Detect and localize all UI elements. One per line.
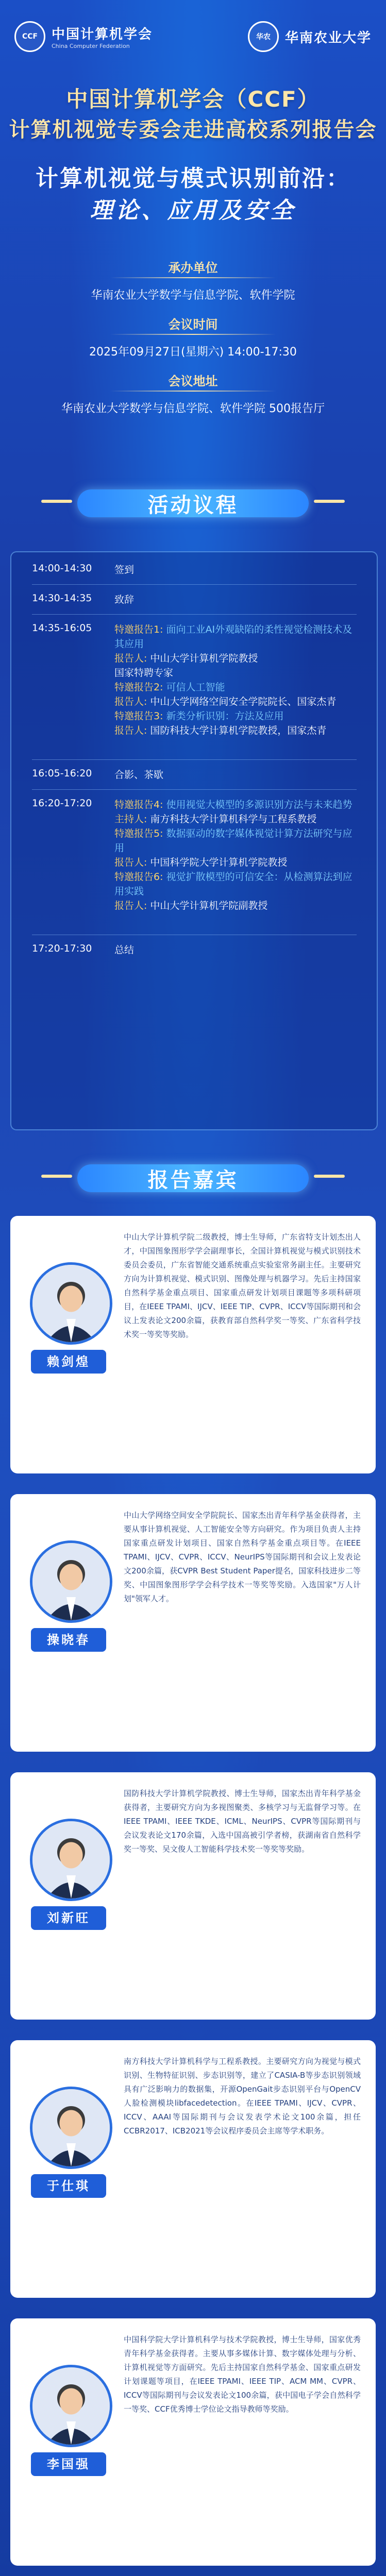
divider: [32, 759, 357, 760]
speaker-card: [10, 1772, 376, 2020]
agenda-text: 数据驱动的数字媒体视觉计算方法研究与应用: [114, 828, 353, 854]
agenda-line: [114, 899, 362, 913]
agenda-line: [114, 768, 362, 782]
agenda-entry: [114, 768, 362, 782]
scau-name: 华南农业大学: [284, 30, 372, 46]
time-value: 2025年09月27日(星期六) 14:00-17:30: [89, 346, 297, 359]
ccf-logo: [14, 21, 153, 52]
event-subtitle-line1: 计算机视觉与模式识别前沿：: [36, 165, 350, 192]
agenda-entry: [114, 592, 362, 607]
speaker-avatar: [30, 1819, 112, 1901]
agenda-line: [114, 694, 362, 709]
agenda-role: 特邀报告2:: [114, 682, 163, 693]
organizer-value: 华南农业大学数学与信息学院、软件学院: [91, 289, 295, 302]
agenda-role: 特邀报告5:: [114, 828, 163, 839]
speakers-header: [77, 1159, 309, 1197]
speaker-card: [10, 2318, 376, 2566]
divider: [32, 584, 357, 585]
agenda-text: 中山大学计算机学院副教授: [150, 900, 268, 911]
event-subtitle-line2: 理论、应用及安全: [90, 197, 296, 224]
agenda-line: [114, 943, 362, 957]
scau-logo: [248, 21, 372, 52]
speaker-avatar: [30, 1540, 112, 1623]
agenda-text: 使用视觉大模型的多源识别方法与未来趋势: [166, 799, 353, 810]
agenda-text: 可信人工智能: [166, 682, 225, 693]
agenda-role: 主持人:: [114, 814, 147, 825]
event-title-line1: 中国计算机学会（CCF）: [66, 87, 320, 112]
agenda-time: 14:30-14:35: [32, 592, 92, 604]
agenda-line: [114, 592, 362, 607]
speaker-bio: 中国科学院大学计算机科学与技术学院教授，博士生导师，国家优秀青年科学基金获得者。主要从事多媒体计算、数字媒体处理与分析、计算机视觉等方面研究。先后主持国家自然科学基金、国家重点研发计划课题等项目，在IEEE TPAMI、IEEE TIP、ACM MM、CVPR、ICCV等国际期刊与会议发表论文100余篇，获中国电子学会自然科学一等奖、CCF优秀博士学位论文指导教师等奖励。: [124, 2335, 361, 2414]
agenda-text: 国家特聘专家: [114, 667, 174, 679]
agenda-entry: [114, 943, 362, 957]
agenda-line: [114, 563, 362, 577]
agenda-role: 特邀报告1:: [114, 624, 163, 635]
event-title-line2: 计算机视觉专委会走进高校系列报告会: [9, 118, 377, 142]
speakers-title: 报告嘉宾: [147, 1168, 239, 1192]
ccf-name-en: China Computer Federation: [52, 43, 130, 49]
organizer-label: 承办单位: [168, 261, 218, 275]
agenda-time: 17:20-17:30: [32, 943, 92, 954]
agenda-time: 14:00-14:30: [32, 563, 92, 574]
agenda-text: 面向工业AI外观缺陷的柔性视觉检测技术及其应用: [114, 624, 353, 650]
agenda-text: 致辞: [114, 594, 135, 605]
agenda-role: 特邀报告6:: [114, 871, 163, 883]
speaker-name: 赖剑煌: [31, 1350, 106, 1374]
speaker-bio: 国防科技大学计算机学院教授、博士生导师，国家杰出青年科学基金获得者，主要研究方向为多视图聚类、多核学习与无监督学习等。在IEEE TPAMI、IEEE TKDE、ICML、NeurIPS、CVPR等国际期刊与会议发表论文170余篇，入选中国高被引学者榜，获湖南省自然科学奖一等奖、吴文俊人工智能科学技术奖一等奖等奖励。: [124, 1789, 361, 1854]
agenda-text: 中国科学院大学计算机学院教授: [150, 857, 288, 868]
agenda-role: 特邀报告3:: [114, 710, 163, 722]
agenda-role: 报告人:: [114, 696, 147, 707]
agenda-text: 中山大学计算机学院教授: [150, 653, 258, 664]
agenda-text: 国防科技大学计算机学院教授，国家杰青: [150, 725, 327, 736]
speaker-name: 操晓春: [31, 1628, 106, 1652]
place-label: 会议地址: [168, 374, 218, 388]
agenda-line: [114, 651, 362, 666]
place-value: 华南农业大学数学与信息学院、软件学院 500报告厅: [61, 402, 325, 415]
agenda-line: [114, 723, 362, 738]
agenda-text: 签到: [114, 564, 135, 575]
speaker-avatar: [30, 1262, 112, 1345]
agenda-time: 14:35-16:05: [32, 622, 92, 634]
agenda-text: 新类分析识别：方法及应用: [166, 710, 284, 722]
agenda-role: 报告人:: [114, 900, 147, 911]
agenda-text: 南方科技大学计算机科学与工程系教授: [150, 814, 317, 825]
ccf-seal-icon: CCF: [14, 21, 45, 52]
agenda-title: 活动议程: [147, 493, 239, 517]
agenda-line: [114, 798, 362, 812]
agenda-header: [77, 484, 309, 522]
agenda-line: [114, 680, 362, 694]
speaker-bio: 中山大学计算机学院二级教授，博士生导师，广东省特支计划杰出人才，中国图象图形学学会副理事长，全国计算机视觉与模式识别技术委员会委员，广东省智能交通系统重点实验室常务副主任。主要研究方向为计算机视觉、模式识别、图像处理与机器学习。先后主持国家自然科学基金重点项目、国家重点研发计划项目课题等多项科研项目，在IEEE TPAMI、IJCV、IEEE TIP、CVPR、ICCV等国际期刊和会议上发表论文200余篇，获教育部自然科学奖一等奖、广东省科学技术奖一等奖等奖励。: [124, 1232, 361, 1339]
agenda-text: 总结: [114, 944, 135, 956]
divider: [32, 789, 357, 790]
speaker-card: [10, 1216, 376, 1473]
agenda-role: 报告人:: [114, 653, 147, 664]
divider: [110, 277, 276, 278]
agenda-role: 特邀报告4:: [114, 799, 163, 810]
agenda-text: 视觉扩散模型的可信安全：从检测算法到应用实践: [114, 871, 353, 897]
logo-bar: [14, 19, 372, 55]
speaker-avatar: [30, 2087, 112, 2169]
agenda-entry: [114, 622, 362, 738]
agenda-text: 合影、茶歇: [114, 769, 164, 781]
agenda-line: [114, 622, 362, 651]
divider: [110, 334, 276, 335]
speaker-avatar: [30, 2365, 112, 2447]
speaker-name: 刘新旺: [31, 1906, 106, 1930]
agenda-entry: [114, 798, 362, 913]
agenda-line: [114, 870, 362, 899]
speaker-name: 于仕琪: [31, 2174, 106, 2198]
time-label: 会议时间: [168, 317, 218, 332]
agenda-line: [114, 826, 362, 855]
agenda-table: [10, 551, 378, 1130]
divider: [110, 391, 276, 392]
speaker-card: [10, 1494, 376, 1752]
agenda-text: 中山大学网络空间安全学院院长、国家杰青: [150, 696, 337, 707]
speaker-bio: 中山大学网络空间安全学院院长、国家杰出青年科学基金获得者，主要从事计算机视觉、人工智能安全等方向研究。作为项目负责人主持国家重点研发计划项目、国家自然科学基金重点项目等。在IEEE TPAMI、IJCV、CVPR、ICCV、NeurIPS等国际期刊和会议上发表论文200余篇，获CVPR Best Student Paper提名，国家科技进步二等奖、中国图象图形学学会科学技术一等奖等奖励。入选国家"万人计划"领军人才。: [124, 1511, 361, 1603]
agenda-role: 报告人:: [114, 857, 147, 868]
scau-seal-icon: 华农: [248, 21, 279, 52]
ccf-name: 中国计算机学会: [52, 27, 153, 42]
agenda-line: [114, 709, 362, 723]
agenda-time: 16:20-17:20: [32, 798, 92, 809]
speaker-name: 李国强: [31, 2452, 106, 2476]
agenda-line: [114, 855, 362, 870]
speaker-bio: 南方科技大学计算机科学与工程系教授。主要研究方向为视觉与模式识别、生物特征识别、步态识别等，建立了CASIA-B等步态识别领域具有广泛影响力的数据集，开源OpenGait步态识别平台与OpenCV人脸检测模块libfacedetection。在IEEE TPAMI、IJCV、CVPR、ICCV、AAAI等国际期刊与会议发表学术论文100余篇，担任CCBR2017、ICB2021等会议程序委员会主席等学术职务。: [124, 2057, 361, 2136]
agenda-role: 报告人:: [114, 725, 147, 736]
agenda-entry: [114, 563, 362, 577]
divider: [32, 614, 357, 615]
speaker-card: [10, 2040, 376, 2298]
agenda-line: [114, 666, 362, 680]
agenda-time: 16:05-16:20: [32, 768, 92, 779]
agenda-line: [114, 812, 362, 826]
